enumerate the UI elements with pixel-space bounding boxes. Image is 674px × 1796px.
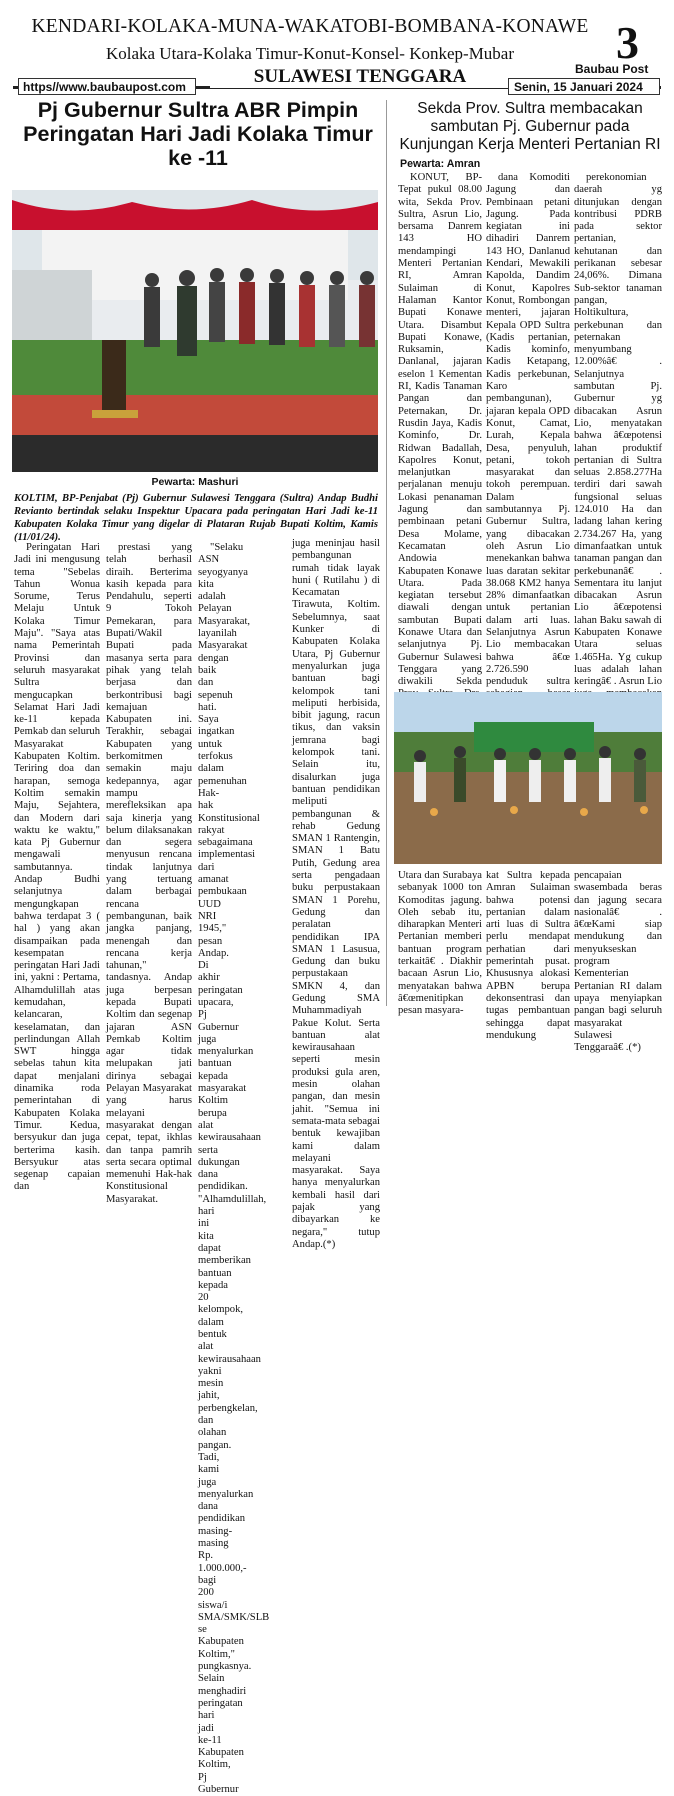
article2-column-2b bbox=[486, 870, 570, 1041]
masthead-regions: KENDARI-KOLAKA-MUNA-WAKATOBI-BOMBANA-KONAWE bbox=[31, 16, 589, 37]
column-divider bbox=[386, 100, 387, 1006]
article2-column-2 bbox=[486, 172, 570, 688]
article2-text-1: KONUT, BP- Tepat pukul 08.00 wita, Sekda Prov. Sultra, Asrun Lio, bersama Danrem 143 HO mendampingi Menteri Pertanian RI, Amran Sulaiman di Halaman Kantor Bupati Konawe Utara. Disambut Bupati Konawe, Ruksamin, Danlanal, jajaran eselon 1 Kementan RI, Kadis Tanaman Pangan dan Peternakan, Dr. Rusdin Jaya, Kadis Kominfo, Dr. Ridwan Badallah, Kapolres Konut, melanjutkan perjalanan menuju Lokasi penanaman Jagung dan pembinaan petani Desa Molame, Kecamatan Andowia Kabupaten Konawe Utara. Pada kegiatan tersebut diawali dengan sambutan Bupati Konawe Utara dan selanjutnya Pj. Gubernur Sulawesi Tenggara yang diwakili Sekda bbox=[398, 172, 482, 688]
article1-photo-credit: Pewarta: Mashuri bbox=[151, 476, 239, 488]
section-title: SULAWESI TENGGARA bbox=[210, 66, 510, 88]
article1-column-1 bbox=[14, 542, 100, 1193]
article2-column-3 bbox=[574, 172, 662, 688]
article2-text-2: dana Komoditi Jagung dan Pembinaan petani Jagung. Pada kegiatan ini dihadiri Danrem 143 HO, Danlanud Kendari, Mewakili Kapolda, Dandim Konut, Kapolres Konut, Rombongan menteri, jajaran Kepala OPD Sultra (Kadis pertanian, Kadis kominfo, Kadis Ketapang, Kadis perkebunan, Karo pembangunan), jajaran kepala OPD Konut, Camat, Lurah, Kepala Desa, penyuluh, petani, tokoh masyarakat dan tokoh perempuan. Dalam sambutannya Pj. Gubernur Sultra, yang dibacakan oleh Asrun Lio menekankan bahwa luas daratan sekitar 38.068 KM2 hanya 28% dimanfaatkan untuk pertanian dalam arti luas. Selanjutnya Asrun Lio membacakan bahwa â€œ 2.726.590 penduduk sultra bbox=[486, 172, 570, 688]
article2-text-1b: Utara dan Surabaya sebanyak 1000 ton Komoditas jagung. Oleh sebab itu, diharapkan Menteri Pertanian memberi bantuan program terkaitâ€ . Diakhir bacaan Asrun Lio, menyatakan bahwa â€œmenitipkan pesan masyara- bbox=[398, 870, 482, 1017]
article1-continuation-column bbox=[292, 538, 380, 1250]
article1-photo bbox=[12, 190, 378, 472]
article1-continuation-text: juga meninjau hasil pembangunan rumah tidak layak huni ( Rutilahu ) di Kecamatan Tirawuta, Koltim. Sebelumnya, saat Kunker di Kabupaten Kolaka Utara, Pj Gubernur menyalurkan juga bantuan bagi kelompok tani meliputi herbisida, bibit jagung, racun tikus, dan vaksin jemrana bagi kelompok tani. Selain itu, disalurkan juga bantuan pendidikan meliputi pembangunan & rehab Gedung SMAN 1 Rantengin, SMAN 1 Batu Putih, Gedung area serta pengadaan buku perpustakaan SMAN 1 Porehu, Gedung dan peralatan pendidikan IPA SMAN 1 Lasusua, Gedung dan buku perpustakaan SMKN 4, dan Gedung SMA Muhammadiyah Pakue Kolut. Serta bantuan alat kewirausahaan seperti mesin produksi gula aren, mesin olahan pangan, dan mesin jahit. "Semua ini semata-mata sebagai bentuk kewajiban kami dalam melayani masyarakat. Saya hanya menyalurkan kembali hasil dari pajak yang dibayarkan ke negara," tutup Andap.(*) bbox=[292, 538, 380, 1250]
article2-text-2b: kat Sultra kepada Amran Sulaiman bahwa potensi pertanian dalam arti luas di Sultra perlu mendapat perhatian dari pemerintah pusat. Khususnya alokasi APBN berupa dekonsentrasi dan tugas pembantuan sehingga dapat mendukung bbox=[486, 870, 570, 1041]
article1-text-2: prestasi yang telah berhasil diraih. Berterima kasih kepada para Pendahulu, seperti 9 Tokoh Pemekaran, para Bupati/Wakil Bupati pada masanya serta para pihak yang telah berjasa dan berkontribusi bagi kemajuan Kabupaten ini. Terakhir, sebagai Kabupaten yang berkomitmen semakin maju kedepannya, agar mampu merefleksikan apa saja kinerja yang belum dilaksanakan dan segera menyusun rencana tindak lanjutnya yang tertuang dalam berbagai rencana pembangunan, baik jangka panjang, menengah dan rencana kerja tahunan," tandasnya. Andap juga berpesan kepada Bupati Koltim dan segenap jajaran ASN Pemkab Koltim agar tidak melupakan jati dirinya sebagai Pelayan Masyarakat yang harus melayani masyarakat dengan cepat, tepat, ikhlas dan tanpa pamrih serta secara optimal memenuhi Hak-hak Konstitusional Masyarakat. bbox=[106, 542, 192, 1205]
article2-text-3: perekonomian daerah yg ditunjukan dengan kontribusi PDRB pada sektor pertanian, kehutanan dan perikanan sebesar 24,06%. Dimana Sub-sektor tanaman pangan, Holtikultura, perkebunan dan peternakan menyumbang 12.00%â€ . Selanjutnya sambutan Pj. Gubernur yg dibacakan Asrun Lio, menyatakan bahwa â€œpotensi lahan produktif pertanian di Sultra seluas 2.858.277Ha terdiri dari sawah fungsional seluas 124.010 Ha dan ladang lahan kering 2.734.267 Ha, yang dimanfaatkan untuk tanaman pangan dan perkebunanâ€ . Sementara itu lanjut dibacakan Asrun Lio â€œpotensi lahan Baku sawah di Kabupaten Konawe Utara seluas 1.465Ha. Yg cukup luas adalah lahan keringâ€ . Asrun Lio bbox=[574, 172, 662, 688]
article1-text-3: "Selaku ASN seyogyanya kita adalah Pelayan Masyarakat, layanilah Masyarakat dengan baik dan sepenuh hati. Saya ingatkan untuk terfokus dalam pemenuhan Hak-hak Konstitusional rakyat sebagaimana implementasi dari amanat pembukaan UUD NRI 1945," pesan Andap. Di akhir peringatan upacara, Pj Gubernur juga menyalurkan bantuan kepada masyarakat Koltim berupa alat kewirausahaan serta dukungan dana pendidikan. "Alhamdulillah, hari ini kita dapat memberikan bantuan kepada 20 kelompok, dalam bentuk alat kewirausahaan yakni mesin jahit, perbengkelan, dan olahan pangan. Tadi, kami juga menyalurkan dana pendidikan masing-masing Rp. 1.000.000,- bagi 200 siswa/i SMA/SMK/SLB se Kabupaten Koltim," pungkasnya. Selain menghadiri peringatan hari jadi ke-11 Kabupaten Koltim, Pj Gubernur bbox=[198, 542, 270, 1795]
masthead-subregions: Kolaka Utara-Kolaka Timur-Konut-Konsel- Konkep-Mubar bbox=[105, 44, 515, 63]
article2-byline: Pewarta: Amran bbox=[400, 158, 481, 170]
issue-date: Senin, 15 Januari 2024 bbox=[508, 78, 660, 95]
article2-photo bbox=[394, 692, 662, 864]
article1-caption: KOLTIM, BP-Penjabat (Pj) Gubernur Sulawesi Tenggara (Sultra) Andap Budhi Revianto bertindak selaku Inspektur Upacara pada peringatan Hari Jadi ke-11 Kabupaten Kolaka Timur yang digelar di Plataran Rujab Bupati Koltim, Kamis (11/01/24). bbox=[14, 493, 378, 543]
article2-column-3b bbox=[574, 870, 662, 1054]
article1-text-1: Peringatan Hari Jadi ini mengusung tema "Sebelas Tahun Wonua Sorume, Terus Melaju Untuk Kolaka Timur Maju". "Saya atas nama Pemerintah Provinsi dan seluruh masyarakat Sultra mengucapkan Selamat Hari Jadi ke-11 kepada Pemkab dan seluruh Masyarakat Kabupaten Koltim. Teriring doa dan harapan, semoga Koltim semakin Maju, Sejahtera, dan Modern dari waktu ke waktu," kata Pj Gubernur mengawali sambutannya. Andap Budhi selanjutnya mengungkapan bahwa terdapat 3 ( hal ) yang akan disampaikan pada kesempatan peringatan Hari Jadi ini, yakni : Pertama, Alhamdulillah atas kemudahan, kelancaran, keselamatan, dan perlindungan Allah SWT hingga sebelas tahun kita dapat menjalani dinamika roda pemerintahan di Kabupaten Kolaka Timur. Kedua, bersyukur dan juga berterima kasih. Bersyukur atas segenap capaian dan bbox=[14, 542, 100, 1193]
article1-headline: Pj Gubernur Sultra ABR Pimpin Peringatan Hari Jadi Kolaka Timur ke -11 bbox=[23, 98, 373, 170]
article2-headline: Sekda Prov. Sultra membacakan sambutan Pj. Gubernur pada Kunjungan Kerja Menteri Pertanian RI bbox=[399, 100, 661, 153]
article2-column-1b bbox=[398, 870, 482, 1017]
article2-column-1 bbox=[398, 172, 482, 688]
article1-column-2 bbox=[106, 542, 192, 1205]
article1-column-3 bbox=[198, 542, 270, 1795]
website-url[interactable]: https//www.baubaupost.com bbox=[18, 78, 196, 95]
page-number: 3 bbox=[616, 17, 639, 68]
article2-text-3b: pencapaian swasembada beras dan jagung secara nasionalâ€ . â€œKami siap mendukung dan menyukseskan program Kementerian Pertanian RI dalam upaya menyiapkan pangan bagi seluruh masyarakat Sulawesi Tenggaraâ€ .(*) bbox=[574, 870, 662, 1054]
publication-name: Baubau Post bbox=[575, 62, 649, 76]
